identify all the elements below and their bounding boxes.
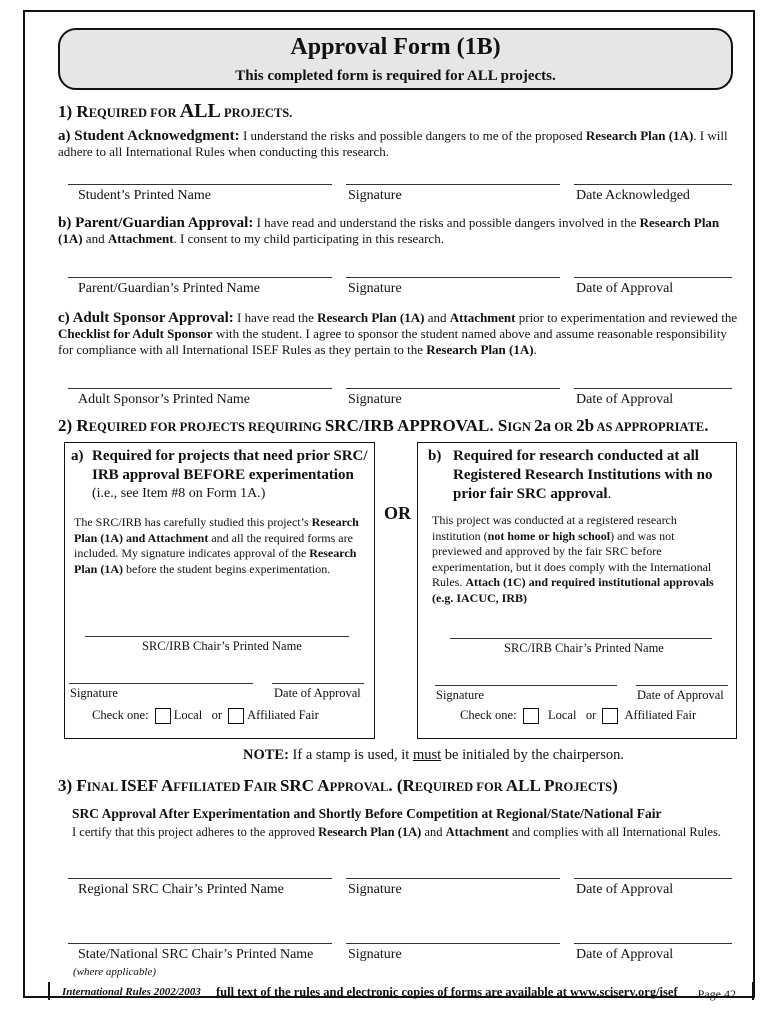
section3-heading: 3) FINAL ISEF AFFILIATED FAIR SRC APPROVAL. (REQUIRED FOR ALL PROJECTS) xyxy=(58,776,618,795)
box-b-chair-name-line[interactable] xyxy=(450,638,712,639)
footer-rules-edition: International Rules 2002/2003 xyxy=(62,986,201,998)
page-title: Approval Form (1B) xyxy=(290,34,501,60)
box-a-date-label: Date of Approval xyxy=(274,686,361,700)
footer-page-number: Page 42 xyxy=(697,987,736,1001)
box-b-date-label: Date of Approval xyxy=(637,688,724,702)
box-a-local-checkbox[interactable] xyxy=(155,708,171,724)
where-applicable-note: (where applicable) xyxy=(73,966,156,978)
student-acknowledgment-text: a) Student Acknowedgment: I understand the risks and possible dangers to me of the proposed Research Plan (1A). I will adhere to all International Rules when conducting this research. xyxy=(58,128,728,159)
box-b-chair-name-label: SRC/IRB Chair’s Printed Name xyxy=(504,641,664,655)
box-a-affiliated-checkbox[interactable] xyxy=(228,708,244,724)
box-b-affiliated-checkbox[interactable] xyxy=(602,708,618,724)
student-signature-line[interactable] xyxy=(346,184,560,185)
page-subtitle: This completed form is required for ALL projects. xyxy=(235,68,556,84)
state-date-line[interactable] xyxy=(574,943,732,944)
box-a-chair-name-label: SRC/IRB Chair’s Printed Name xyxy=(142,639,302,653)
section3-certify-text: I certify that this project adheres to the approved Research Plan (1A) and Attachment and complies with all International Rules. xyxy=(72,825,721,839)
student-signature-label: Signature xyxy=(348,188,402,203)
parent-date-line[interactable] xyxy=(574,277,732,278)
footer-website-note: full text of the rules and electronic copies of forms are available at www.sciserv.org/isef xyxy=(216,985,678,999)
sponsor-name-line[interactable] xyxy=(68,388,332,389)
box-a-signature-line[interactable] xyxy=(69,683,253,684)
box-a-check-row: Check one: Local or Affiliated Fair xyxy=(92,708,319,724)
parent-name-line[interactable] xyxy=(68,277,332,278)
box-a-body-text: The SRC/IRB has carefully studied this project’s Research Plan (1A) and Attachment and all the required forms are included. My signature indicates approval of the Research Plan (1A) before the student begins experimentation. xyxy=(74,515,359,576)
parent-name-label: Parent/Guardian’s Printed Name xyxy=(78,281,260,296)
parent-signature-line[interactable] xyxy=(346,277,560,278)
regional-date-line[interactable] xyxy=(574,878,732,879)
src-irb-prior-approval-box xyxy=(64,442,375,739)
box-a-chair-name-line[interactable] xyxy=(85,636,349,637)
box-b-heading-line3: prior fair SRC approval. xyxy=(453,486,612,502)
box-a-heading-line2: IRB approval BEFORE experimentation xyxy=(92,467,354,483)
student-date-line[interactable] xyxy=(574,184,732,185)
box-a-date-line[interactable] xyxy=(272,683,364,684)
sponsor-date-label: Date of Approval xyxy=(576,392,674,407)
sponsor-name-label: Adult Sponsor’s Printed Name xyxy=(78,392,251,407)
box-b-signature-label: Signature xyxy=(436,688,484,702)
parent-signature-label: Signature xyxy=(348,281,402,296)
state-date-label: Date of Approval xyxy=(576,947,674,962)
regional-name-label: Regional SRC Chair’s Printed Name xyxy=(78,882,284,897)
section3-subheading: SRC Approval After Experimentation and Shortly Before Competition at Regional/State/National Fair xyxy=(72,806,662,821)
sponsor-signature-line[interactable] xyxy=(346,388,560,389)
box-b-marker: b) xyxy=(428,448,442,464)
stamp-note: NOTE: If a stamp is used, it must be initialed by the chairperson. xyxy=(243,747,624,763)
box-b-heading-line2: Registered Research Institutions with no xyxy=(453,467,713,483)
registered-institution-box xyxy=(417,442,737,739)
regional-signature-label: Signature xyxy=(348,882,402,897)
title-box xyxy=(58,28,733,90)
student-date-label: Date Acknowledged xyxy=(576,188,690,203)
regional-signature-line[interactable] xyxy=(346,878,560,879)
box-b-body-text: This project was conducted at a registered research institution (not home or high school) and was not previewed and approved by the fair SRC before experimentation, but it does comply with the International Rules. Attach (1C) and required institutional approvals (e.g. IACUC, IRB) xyxy=(432,513,714,605)
parent-date-label: Date of Approval xyxy=(576,281,674,296)
regional-date-label: Date of Approval xyxy=(576,882,674,897)
state-name-label: State/National SRC Chair’s Printed Name xyxy=(78,947,314,962)
student-name-label: Student’s Printed Name xyxy=(78,188,211,203)
box-b-heading-line1: Required for research conducted at all xyxy=(453,448,699,464)
box-a-heading-line1: Required for projects that need prior SRC/ xyxy=(92,448,368,464)
adult-sponsor-text: c) Adult Sponsor Approval: I have read the Research Plan (1A) and Attachment prior to experimentation and reviewed the Checklist for Adult Sponsor with the student. I agree to sponsor the student named above and assume reasonable responsibility for compliance with all International ISEF Rules as they pertain to the Research Plan (1A). xyxy=(58,310,738,357)
state-name-line[interactable] xyxy=(68,943,332,944)
box-b-signature-line[interactable] xyxy=(435,685,617,686)
regional-name-line[interactable] xyxy=(68,878,332,879)
sponsor-signature-label: Signature xyxy=(348,392,402,407)
student-name-line[interactable] xyxy=(68,184,332,185)
box-b-date-line[interactable] xyxy=(636,685,728,686)
section1-heading: 1) REQUIRED FOR ALL PROJECTS. xyxy=(58,100,293,122)
box-a-signature-label: Signature xyxy=(70,686,118,700)
or-separator: OR xyxy=(384,503,411,523)
section2-heading: 2) REQUIRED FOR PROJECTS REQUIRING SRC/IRB APPROVAL. SIGN 2a OR 2b AS APPROPRIATE. xyxy=(58,416,709,435)
box-a-heading-line3: (i.e., see Item #8 on Form 1A.) xyxy=(92,486,266,501)
state-signature-label: Signature xyxy=(348,947,402,962)
box-b-check-row: Check one: Local or Affiliated Fair xyxy=(460,708,696,724)
box-b-local-checkbox[interactable] xyxy=(523,708,539,724)
box-a-marker: a) xyxy=(71,448,84,464)
parent-approval-text: b) Parent/Guardian Approval: I have read and understand the risks and possible dangers involved in the Research Plan (1A) and Attachment. I consent to my child participating in this research. xyxy=(58,215,720,246)
sponsor-date-line[interactable] xyxy=(574,388,732,389)
state-signature-line[interactable] xyxy=(346,943,560,944)
